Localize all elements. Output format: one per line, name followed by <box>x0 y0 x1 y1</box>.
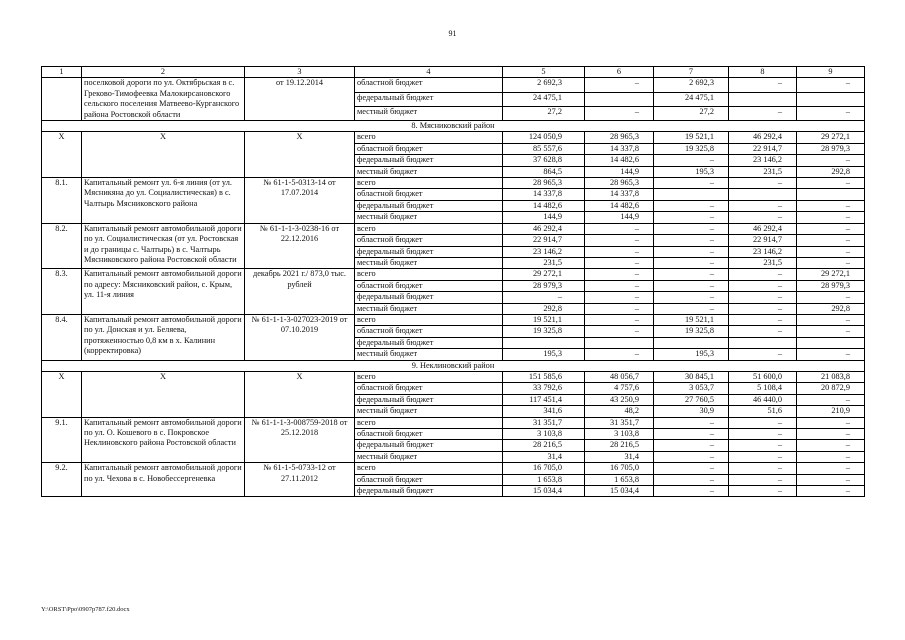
value-2021: 51 600,0 <box>729 371 797 382</box>
value-2022: – <box>797 349 865 360</box>
column-number: 3 <box>245 67 355 78</box>
section-title: 9. Неклиновский район <box>42 360 865 371</box>
item-number: 8.2. <box>42 223 82 269</box>
value-2021: – <box>729 280 797 291</box>
budget-type: всего <box>355 314 503 325</box>
value-2019: 48 056,7 <box>585 371 654 382</box>
value-2022: – <box>797 429 865 440</box>
value-total: 85 557,6 <box>503 143 585 154</box>
value-2022: 210,9 <box>797 406 865 417</box>
value-total: 292,8 <box>503 303 585 314</box>
item-name: Капитальный ремонт ул. 6-я линия (от ул. Мясникяна до ул. Социалистическая) в с. Чалтырь Мясниковского района <box>82 178 245 224</box>
budget-type: федеральный бюджет <box>355 200 503 211</box>
value-2019: – <box>585 78 654 92</box>
budget-type: всего <box>355 417 503 428</box>
value-2020: 195,3 <box>654 349 729 360</box>
item-name: поселковой дороги по ул. Октябрьская в с. Греково-Тимофеевка Малокирсановского сельского поселения Матвеево-Курганского района Ростовской области <box>82 78 245 121</box>
total-marker: Х <box>42 371 82 417</box>
file-path-footer: Y:\ORST\Ppo\0907p787.f20.docx <box>41 606 130 613</box>
value-2021: – <box>729 486 797 497</box>
value-2022: 29 272,1 <box>797 269 865 280</box>
item-name: Капитальный ремонт автомобильной дороги по адресу: Мясниковский район, с. Крым, ул. 11-я линия <box>82 269 245 315</box>
value-2020: – <box>654 212 729 223</box>
value-2022 <box>797 92 865 106</box>
value-2022: – <box>797 394 865 405</box>
value-2021: – <box>729 429 797 440</box>
value-2022: – <box>797 417 865 428</box>
value-2021: 23 146,2 <box>729 155 797 166</box>
total-marker: Х <box>82 132 245 178</box>
value-2021: 231,5 <box>729 166 797 177</box>
column-number: 5 <box>503 67 585 78</box>
value-2020: – <box>654 235 729 246</box>
table-row <box>42 178 865 189</box>
value-2019: – <box>585 303 654 314</box>
table-row <box>42 132 865 143</box>
budget-type: федеральный бюджет <box>355 292 503 303</box>
budget-type: федеральный бюджет <box>355 155 503 166</box>
table-row <box>42 223 865 234</box>
section-title: 8. Мясниковский район <box>42 121 865 132</box>
value-total: 37 628,8 <box>503 155 585 166</box>
value-2021: 51,6 <box>729 406 797 417</box>
budget-type: федеральный бюджет <box>355 486 503 497</box>
value-2022: 28 979,3 <box>797 280 865 291</box>
value-2020: 27 760,5 <box>654 394 729 405</box>
value-2021: – <box>729 451 797 462</box>
value-2022: 21 083,8 <box>797 371 865 382</box>
value-2020: – <box>654 417 729 428</box>
value-2019: 43 250,9 <box>585 394 654 405</box>
value-total: 31,4 <box>503 451 585 462</box>
value-2020: – <box>654 223 729 234</box>
item-document: № 61-1-5-0733-12 от 27.11.2012 <box>245 463 355 497</box>
value-2022: – <box>797 292 865 303</box>
item-document: декабрь 2021 г./ 873,0 тыс. рублей <box>245 269 355 315</box>
section-row <box>42 360 865 371</box>
table-body <box>42 67 865 497</box>
budget-type: всего <box>355 132 503 143</box>
value-2022: – <box>797 235 865 246</box>
value-2019: 14 482,6 <box>585 155 654 166</box>
column-number: 1 <box>42 67 82 78</box>
column-number: 9 <box>797 67 865 78</box>
value-total: 29 272,1 <box>503 269 585 280</box>
value-total: 16 705,0 <box>503 463 585 474</box>
value-total: 46 292,4 <box>503 223 585 234</box>
budget-type: федеральный бюджет <box>355 92 503 106</box>
value-2019 <box>585 337 654 348</box>
value-2022: – <box>797 78 865 92</box>
value-2021: 46 440,0 <box>729 394 797 405</box>
page-number: 91 <box>448 29 457 38</box>
budget-type: всего <box>355 178 503 189</box>
value-2019: 31,4 <box>585 451 654 462</box>
value-2019: 16 705,0 <box>585 463 654 474</box>
value-total: 3 103,8 <box>503 429 585 440</box>
value-2020: – <box>654 280 729 291</box>
value-2020 <box>654 337 729 348</box>
value-2022: 29 272,1 <box>797 132 865 143</box>
value-2022: 292,8 <box>797 166 865 177</box>
value-total: 22 914,7 <box>503 235 585 246</box>
value-2021: – <box>729 178 797 189</box>
value-2020: – <box>654 257 729 268</box>
value-2020: – <box>654 292 729 303</box>
value-2019: – <box>585 246 654 257</box>
budget-type: всего <box>355 463 503 474</box>
item-document: № 61-1-5-0313-14 от 17.07.2014 <box>245 178 355 224</box>
value-2021: – <box>729 474 797 485</box>
value-total: 144,9 <box>503 212 585 223</box>
value-2021: – <box>729 269 797 280</box>
budget-type: федеральный бюджет <box>355 394 503 405</box>
budget-type: областной бюджет <box>355 429 503 440</box>
value-2020: – <box>654 451 729 462</box>
value-2019: – <box>585 349 654 360</box>
value-2021 <box>729 189 797 200</box>
value-total: 28 216,5 <box>503 440 585 451</box>
value-2022: – <box>797 486 865 497</box>
value-2019: – <box>585 235 654 246</box>
value-2021: – <box>729 417 797 428</box>
total-marker: Х <box>245 371 355 417</box>
value-2021: – <box>729 440 797 451</box>
value-2020 <box>654 189 729 200</box>
value-total: 864,5 <box>503 166 585 177</box>
value-2021: 231,5 <box>729 257 797 268</box>
budget-type: всего <box>355 269 503 280</box>
value-2021: 22 914,7 <box>729 143 797 154</box>
budget-type: областной бюджет <box>355 326 503 337</box>
item-name: Капитальный ремонт автомобильной дороги по ул. Социалистическая (от ул. Ростовская и до границы с. Чалтырь) в с. Чалтырь Мясниковского района Ростовской области <box>82 223 245 269</box>
value-2022: – <box>797 474 865 485</box>
value-2022: – <box>797 223 865 234</box>
value-total: 33 792,6 <box>503 383 585 394</box>
budget-type: всего <box>355 371 503 382</box>
value-2019: 14 482,6 <box>585 200 654 211</box>
column-number: 7 <box>654 67 729 78</box>
value-total: 195,3 <box>503 349 585 360</box>
value-2020: 30,9 <box>654 406 729 417</box>
value-2022: – <box>797 155 865 166</box>
item-document: № 61-1-1-3-027023-2019 от 07.10.2019 <box>245 314 355 360</box>
value-total: 14 337,8 <box>503 189 585 200</box>
value-2021: 46 292,4 <box>729 223 797 234</box>
value-2022 <box>797 189 865 200</box>
value-total: 151 585,6 <box>503 371 585 382</box>
value-2021: 5 108,4 <box>729 383 797 394</box>
value-2022: 28 979,3 <box>797 143 865 154</box>
value-2021: – <box>729 212 797 223</box>
budget-type: местный бюджет <box>355 257 503 268</box>
budget-type: федеральный бюджет <box>355 337 503 348</box>
value-2022: – <box>797 212 865 223</box>
item-name: Капитальный ремонт автомобильной дороги по ул. Чехова в с. Новобессергеневка <box>82 463 245 497</box>
value-total: 117 451,4 <box>503 394 585 405</box>
value-total: 341,6 <box>503 406 585 417</box>
value-2020: 195,3 <box>654 166 729 177</box>
value-2020: 2 692,3 <box>654 78 729 92</box>
table-row <box>42 371 865 382</box>
value-2021: – <box>729 200 797 211</box>
value-2020: 19 521,1 <box>654 132 729 143</box>
value-total: 19 325,8 <box>503 326 585 337</box>
item-document: № 61-1-1-3-0238-16 от 22.12.2016 <box>245 223 355 269</box>
value-total <box>503 337 585 348</box>
value-2019: – <box>585 269 654 280</box>
value-total: 231,5 <box>503 257 585 268</box>
value-2020: 19 325,8 <box>654 326 729 337</box>
value-2022: – <box>797 451 865 462</box>
value-2020: – <box>654 486 729 497</box>
value-2020: – <box>654 429 729 440</box>
item-number: 8.4. <box>42 314 82 360</box>
value-2019 <box>585 92 654 106</box>
budget-type: областной бюджет <box>355 474 503 485</box>
budget-type: областной бюджет <box>355 78 503 92</box>
table-row <box>42 269 865 280</box>
value-2019: 28 965,3 <box>585 178 654 189</box>
value-2019: 14 337,8 <box>585 143 654 154</box>
value-2019: 31 351,7 <box>585 417 654 428</box>
budget-type: областной бюджет <box>355 189 503 200</box>
item-name: Капитальный ремонт автомобильной дороги по ул. Донская и ул. Беляева, протяженностью 0,8 км в х. Калинин (корректировка) <box>82 314 245 360</box>
value-2022: – <box>797 106 865 120</box>
value-2019: 48,2 <box>585 406 654 417</box>
value-2019: 1 653,8 <box>585 474 654 485</box>
value-2020: – <box>654 474 729 485</box>
value-total: 27,2 <box>503 106 585 120</box>
value-2022: – <box>797 200 865 211</box>
value-2020: – <box>654 246 729 257</box>
value-total: 124 050,9 <box>503 132 585 143</box>
value-2019: 4 757,6 <box>585 383 654 394</box>
column-number: 6 <box>585 67 654 78</box>
total-marker: Х <box>42 132 82 178</box>
value-2021: – <box>729 303 797 314</box>
budget-type: местный бюджет <box>355 212 503 223</box>
value-2019: – <box>585 106 654 120</box>
value-total: 2 692,3 <box>503 78 585 92</box>
value-2019: 144,9 <box>585 212 654 223</box>
column-number-row <box>42 67 865 78</box>
value-2019: – <box>585 292 654 303</box>
total-marker: Х <box>82 371 245 417</box>
value-2019: – <box>585 326 654 337</box>
value-2019: 14 337,8 <box>585 189 654 200</box>
value-total: 1 653,8 <box>503 474 585 485</box>
value-total: 14 482,6 <box>503 200 585 211</box>
value-2020: – <box>654 200 729 211</box>
value-2021 <box>729 92 797 106</box>
value-total: 24 475,1 <box>503 92 585 106</box>
value-2020: – <box>654 269 729 280</box>
budget-type: местный бюджет <box>355 451 503 462</box>
value-2021: – <box>729 292 797 303</box>
budget-type: местный бюджет <box>355 166 503 177</box>
item-number <box>42 78 82 121</box>
value-2021: 46 292,4 <box>729 132 797 143</box>
value-2019: 15 034,4 <box>585 486 654 497</box>
value-2020: 24 475,1 <box>654 92 729 106</box>
budget-type: федеральный бюджет <box>355 440 503 451</box>
value-2020: – <box>654 463 729 474</box>
value-2020: – <box>654 155 729 166</box>
value-2021: – <box>729 314 797 325</box>
budget-type: местный бюджет <box>355 406 503 417</box>
value-total: 28 979,3 <box>503 280 585 291</box>
value-2022: – <box>797 178 865 189</box>
value-2019: 28 216,5 <box>585 440 654 451</box>
item-document: № 61-1-1-3-008759-2018 от 25.12.2018 <box>245 417 355 463</box>
value-2019: 3 103,8 <box>585 429 654 440</box>
value-2020: 27,2 <box>654 106 729 120</box>
budget-type: местный бюджет <box>355 303 503 314</box>
value-2022: – <box>797 257 865 268</box>
value-2020: 19 521,1 <box>654 314 729 325</box>
value-2022: 20 872,9 <box>797 383 865 394</box>
column-number: 4 <box>355 67 503 78</box>
value-2022: – <box>797 246 865 257</box>
budget-type: всего <box>355 223 503 234</box>
column-number: 2 <box>82 67 245 78</box>
value-2020: 3 053,7 <box>654 383 729 394</box>
value-2021 <box>729 337 797 348</box>
value-2019: 144,9 <box>585 166 654 177</box>
item-number: 8.3. <box>42 269 82 315</box>
value-2021: – <box>729 326 797 337</box>
column-number: 8 <box>729 67 797 78</box>
item-document: от 19.12.2014 <box>245 78 355 121</box>
budget-type: местный бюджет <box>355 106 503 120</box>
value-2021: – <box>729 106 797 120</box>
value-total: – <box>503 292 585 303</box>
table-row <box>42 78 865 92</box>
value-2020: – <box>654 440 729 451</box>
value-2019: 28 965,3 <box>585 132 654 143</box>
item-number: 9.2. <box>42 463 82 497</box>
section-row <box>42 121 865 132</box>
value-2019: – <box>585 280 654 291</box>
value-2020: 19 325,8 <box>654 143 729 154</box>
item-number: 9.1. <box>42 417 82 463</box>
value-2022: – <box>797 440 865 451</box>
value-total: 23 146,2 <box>503 246 585 257</box>
value-total: 28 965,3 <box>503 178 585 189</box>
program-table <box>41 66 865 497</box>
table-row <box>42 463 865 474</box>
value-2020: – <box>654 178 729 189</box>
value-2021: 22 914,7 <box>729 235 797 246</box>
value-2021: – <box>729 349 797 360</box>
budget-type: областной бюджет <box>355 143 503 154</box>
total-marker: Х <box>245 132 355 178</box>
value-2021: – <box>729 78 797 92</box>
value-2021: 23 146,2 <box>729 246 797 257</box>
budget-type: местный бюджет <box>355 349 503 360</box>
value-total: 15 034,4 <box>503 486 585 497</box>
budget-type: областной бюджет <box>355 235 503 246</box>
value-2022: 292,8 <box>797 303 865 314</box>
value-2019: – <box>585 314 654 325</box>
value-2022: – <box>797 463 865 474</box>
value-2019: – <box>585 257 654 268</box>
value-2019: – <box>585 223 654 234</box>
table-row <box>42 314 865 325</box>
value-2020: 30 845,1 <box>654 371 729 382</box>
value-2022: – <box>797 314 865 325</box>
value-total: 19 521,1 <box>503 314 585 325</box>
item-name: Капитальный ремонт автомобильной дороги по ул. О. Кошевого в с. Покровское Неклиновского района Ростовской области <box>82 417 245 463</box>
value-2021: – <box>729 463 797 474</box>
value-2020: – <box>654 303 729 314</box>
item-number: 8.1. <box>42 178 82 224</box>
budget-type: областной бюджет <box>355 383 503 394</box>
value-2022 <box>797 337 865 348</box>
value-total: 31 351,7 <box>503 417 585 428</box>
budget-type: федеральный бюджет <box>355 246 503 257</box>
budget-type: областной бюджет <box>355 280 503 291</box>
table-row <box>42 417 865 428</box>
value-2022: – <box>797 326 865 337</box>
